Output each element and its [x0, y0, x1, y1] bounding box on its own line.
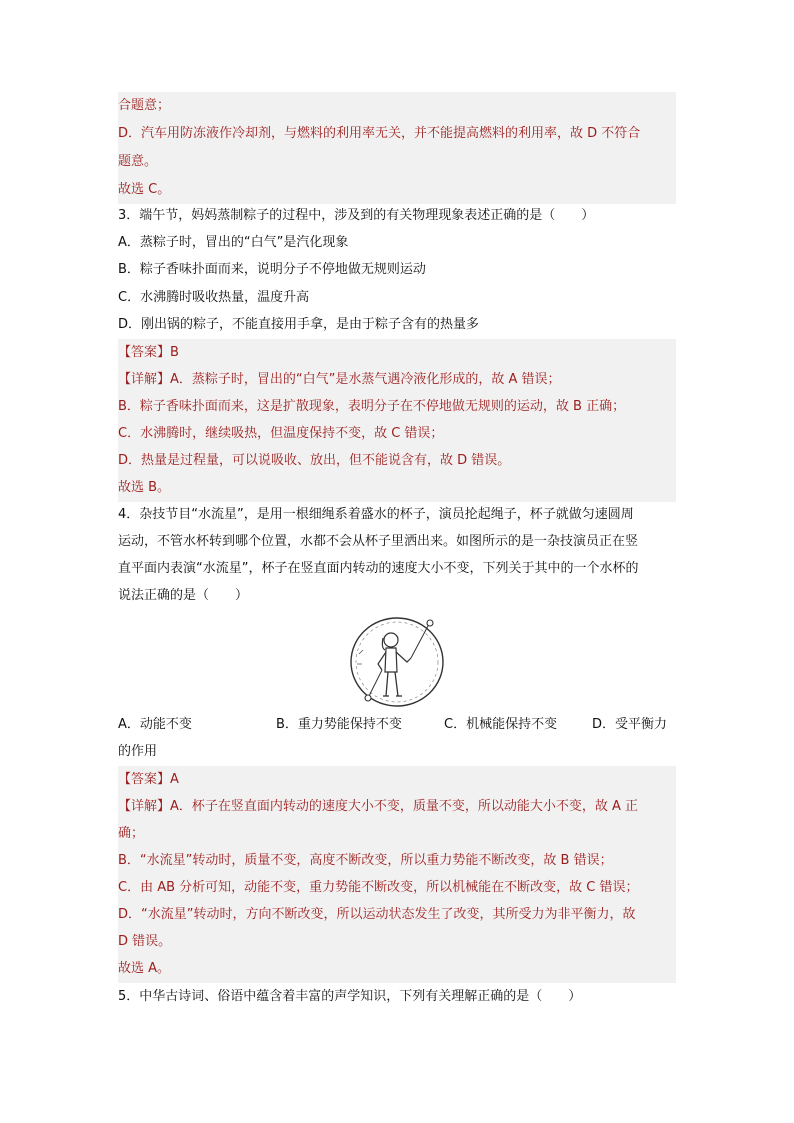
q4-option-c: C．机械能保持不变 [444, 717, 558, 732]
q4-options-row [118, 711, 676, 739]
q3-stem: 3．端午节，妈妈蒸制粽子的过程中，涉及到的有关物理现象表述正确的是（ ） [118, 208, 595, 223]
q3-detail-line: D．热量是过程量，可以说吸收、放出，但不能说含有，故 D 错误。 [118, 447, 676, 475]
q4-option-d-wrap: 的作用 [118, 744, 158, 759]
q4-detail-line: C．由 AB 分析可知，动能不变，重力势能不断改变，所以机械能在不断改变，故 C 错误； [118, 874, 676, 902]
q5-stem: 5．中华古诗词、俗语中蕴含着丰富的声学知识，下列有关理解正确的是（ ） [118, 989, 582, 1004]
q4-option-b: B．重力势能保持不变 [276, 717, 402, 732]
q3-option-b: B．粽子香味扑面而来，说明分子不停地做无规则运动 [118, 262, 426, 277]
q3-detail-line: 【详解】A．蒸粽子时，冒出的“白气”是水蒸气遇冷液化形成的，故 A 错误； [118, 366, 676, 394]
q4-detail-line: D．“水流星”转动时，方向不断改变，所以运动状态发生了改变，其所受力为非平衡力，故 [118, 901, 676, 929]
q4-option-d: D．受平衡力 [592, 717, 668, 732]
q4-stem-line: 直平面内表演“水流星”，杯子在竖直面内转动的速度大小不变，下列关于其中的一个水杯的 [118, 561, 639, 576]
q3-detail-line: B．粽子香味扑面而来，这是扩散现象，表明分子在不停地做无规则的运动，故 B 正确； [118, 393, 676, 421]
q4-option-a: A．动能不变 [118, 717, 192, 732]
prev-detail-line: 题意。 [118, 148, 676, 176]
q3-answer: 【答案】B [118, 339, 676, 367]
prev-detail-line: 合题意； [118, 92, 676, 120]
q3-conclusion: 故选 B。 [118, 474, 676, 502]
q3-option-d: D．刚出锅的粽子，不能直接用手拿，是由于粽子含有的热量多 [118, 317, 480, 332]
q4-answer: 【答案】A [118, 766, 676, 794]
q4-stem-line: 运动，不管水杯转到哪个位置，水都不会从杯子里洒出来。如图所示的是一杂技演员正在竖 [118, 534, 639, 549]
q3-option-c: C．水沸腾时吸收热量，温度升高 [118, 290, 310, 305]
q4-stem-line: 4．杂技节目“水流星”，是用一根细绳系着盛水的杯子，演员抡起绳子，杯子就做匀速圆周 [118, 507, 634, 522]
q3-detail-line: C．水沸腾时，继续吸热，但温度保持不变，故 C 错误； [118, 420, 676, 448]
q4-detail-line: 确； [118, 820, 676, 848]
q4-detail-line: B．“水流星”转动时，质量不变，高度不断改变，所以重力势能不断改变，故 B 错误； [118, 847, 676, 875]
q4-detail-line: D 错误。 [118, 928, 676, 956]
prev-conclusion: 故选 C。 [118, 176, 676, 204]
prev-detail-line: D．汽车用防冻液作冷却剂，与燃料的利用率无关，并不能提高燃料的利用率，故 D 不符合 [118, 120, 676, 148]
q4-detail-line: 【详解】A．杯子在竖直面内转动的速度大小不变，质量不变，所以动能大小不变，故 A 正 [118, 793, 676, 821]
water-meteor-figure [345, 614, 449, 710]
q4-conclusion: 故选 A。 [118, 955, 676, 983]
q4-stem-line: 说法正确的是（ ） [118, 588, 249, 603]
q3-option-a: A．蒸粽子时，冒出的“白气”是汽化现象 [118, 235, 349, 250]
